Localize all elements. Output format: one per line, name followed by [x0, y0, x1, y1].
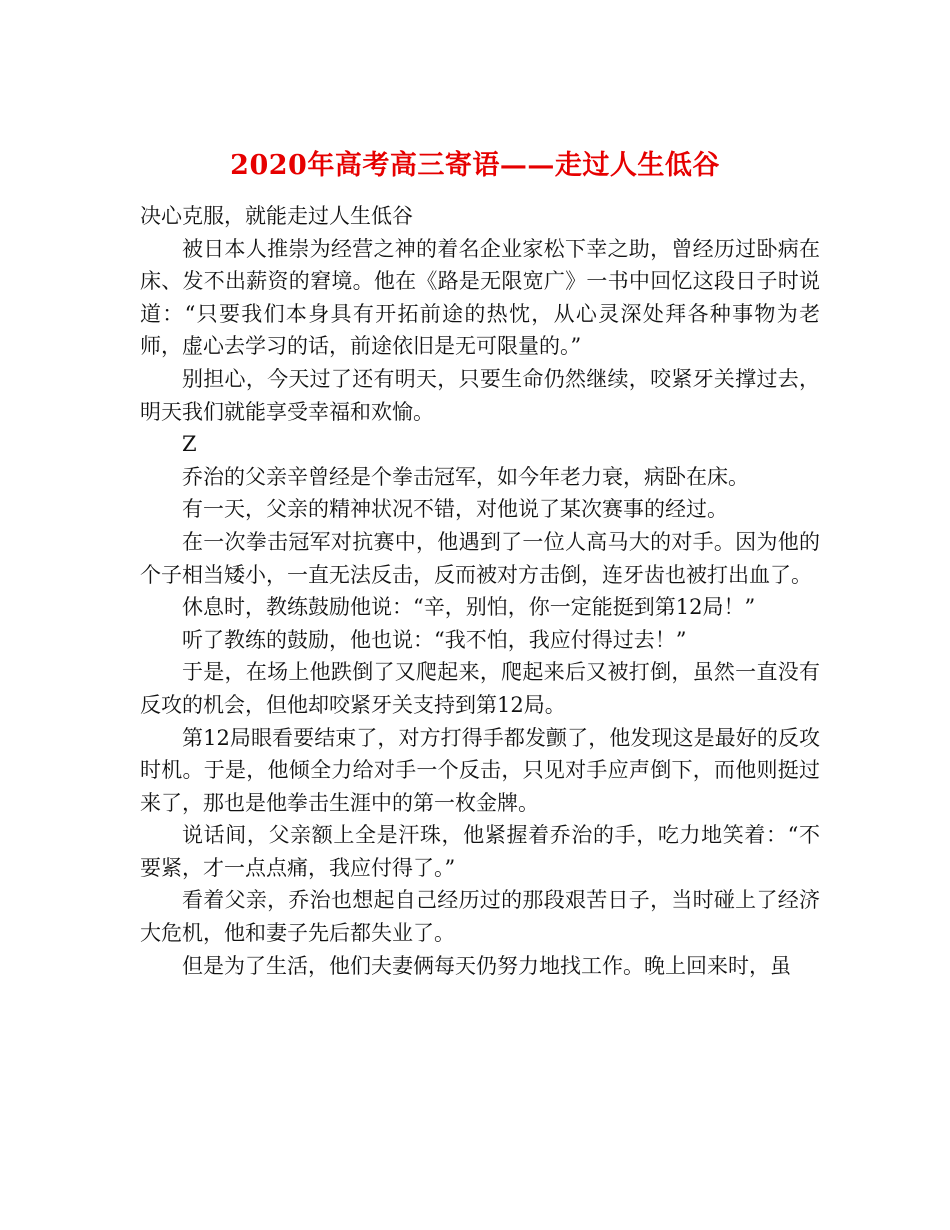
paragraph: Z [182, 432, 197, 457]
paragraph: 休息时，教练鼓励他说：“辛，别怕，你一定能挺到第12局！” [182, 595, 756, 620]
paragraph: 说话间，父亲额上全是汗珠，他紧握着乔治的手，吃力地笑着：“不要紧，才一点点痛，我应付得了。” [140, 823, 820, 880]
paragraph-subtitle: 决心克服，就能走过人生低谷 [140, 204, 413, 228]
paragraph: 但是为了生活，他们夫妻俩每天仍努力地找工作。晚上回来时，虽 [182, 953, 791, 978]
paragraph: 被日本人推崇为经营之神的着名企业家松下幸之助，曾经历过卧病在床、发不出薪资的窘境。他在《路是无限宽广》一书中回忆这段日子时说道：“只要我们本身具有开拓前途的热忱，从心灵深处拜各种事物为老师，虚心去学习的话，前途依旧是无可限量的。” [140, 236, 820, 359]
paragraph: 别担心，今天过了还有明天，只要生命仍然继续，咬紧牙关撑过去，明天我们就能享受幸福和欢愉。 [140, 366, 820, 424]
document-title: 2020年高考高三寄语——走过人生低谷 [230, 150, 720, 182]
paragraph: 于是，在场上他跌倒了又爬起来，爬起来后又被打倒，虽然一直没有反攻的机会，但他却咬紧牙关支持到第12局。 [140, 660, 820, 717]
paragraph: 听了教练的鼓励，他也说：“我不怕，我应付得过去！” [182, 627, 687, 652]
paragraph: 有一天，父亲的精神状况不错，对他说了某次赛事的经过。 [182, 497, 728, 522]
document-body [140, 200, 820, 982]
paragraph: 看着父亲，乔治也想起自己经历过的那段艰苦日子，当时碰上了经济大危机，他和妻子先后都失业了。 [140, 888, 820, 946]
paragraph: 第12局眼看要结束了，对方打得手都发颤了，他发现这是最好的反攻时机。于是，他倾全力给对手一个反击，只见对手应声倒下，而他则挺过来了，那也是他拳击生涯中的第一枚金牌。 [140, 725, 820, 815]
paragraph: 乔治的父亲辛曾经是个拳击冠军，如今年老力衰，病卧在床。 [182, 464, 749, 489]
paragraph: 在一次拳击冠军对抗赛中，他遇到了一位人高马大的对手。因为他的个子相当矮小，一直无法反击，反而被对方击倒，连牙齿也被打出血了。 [140, 529, 820, 587]
